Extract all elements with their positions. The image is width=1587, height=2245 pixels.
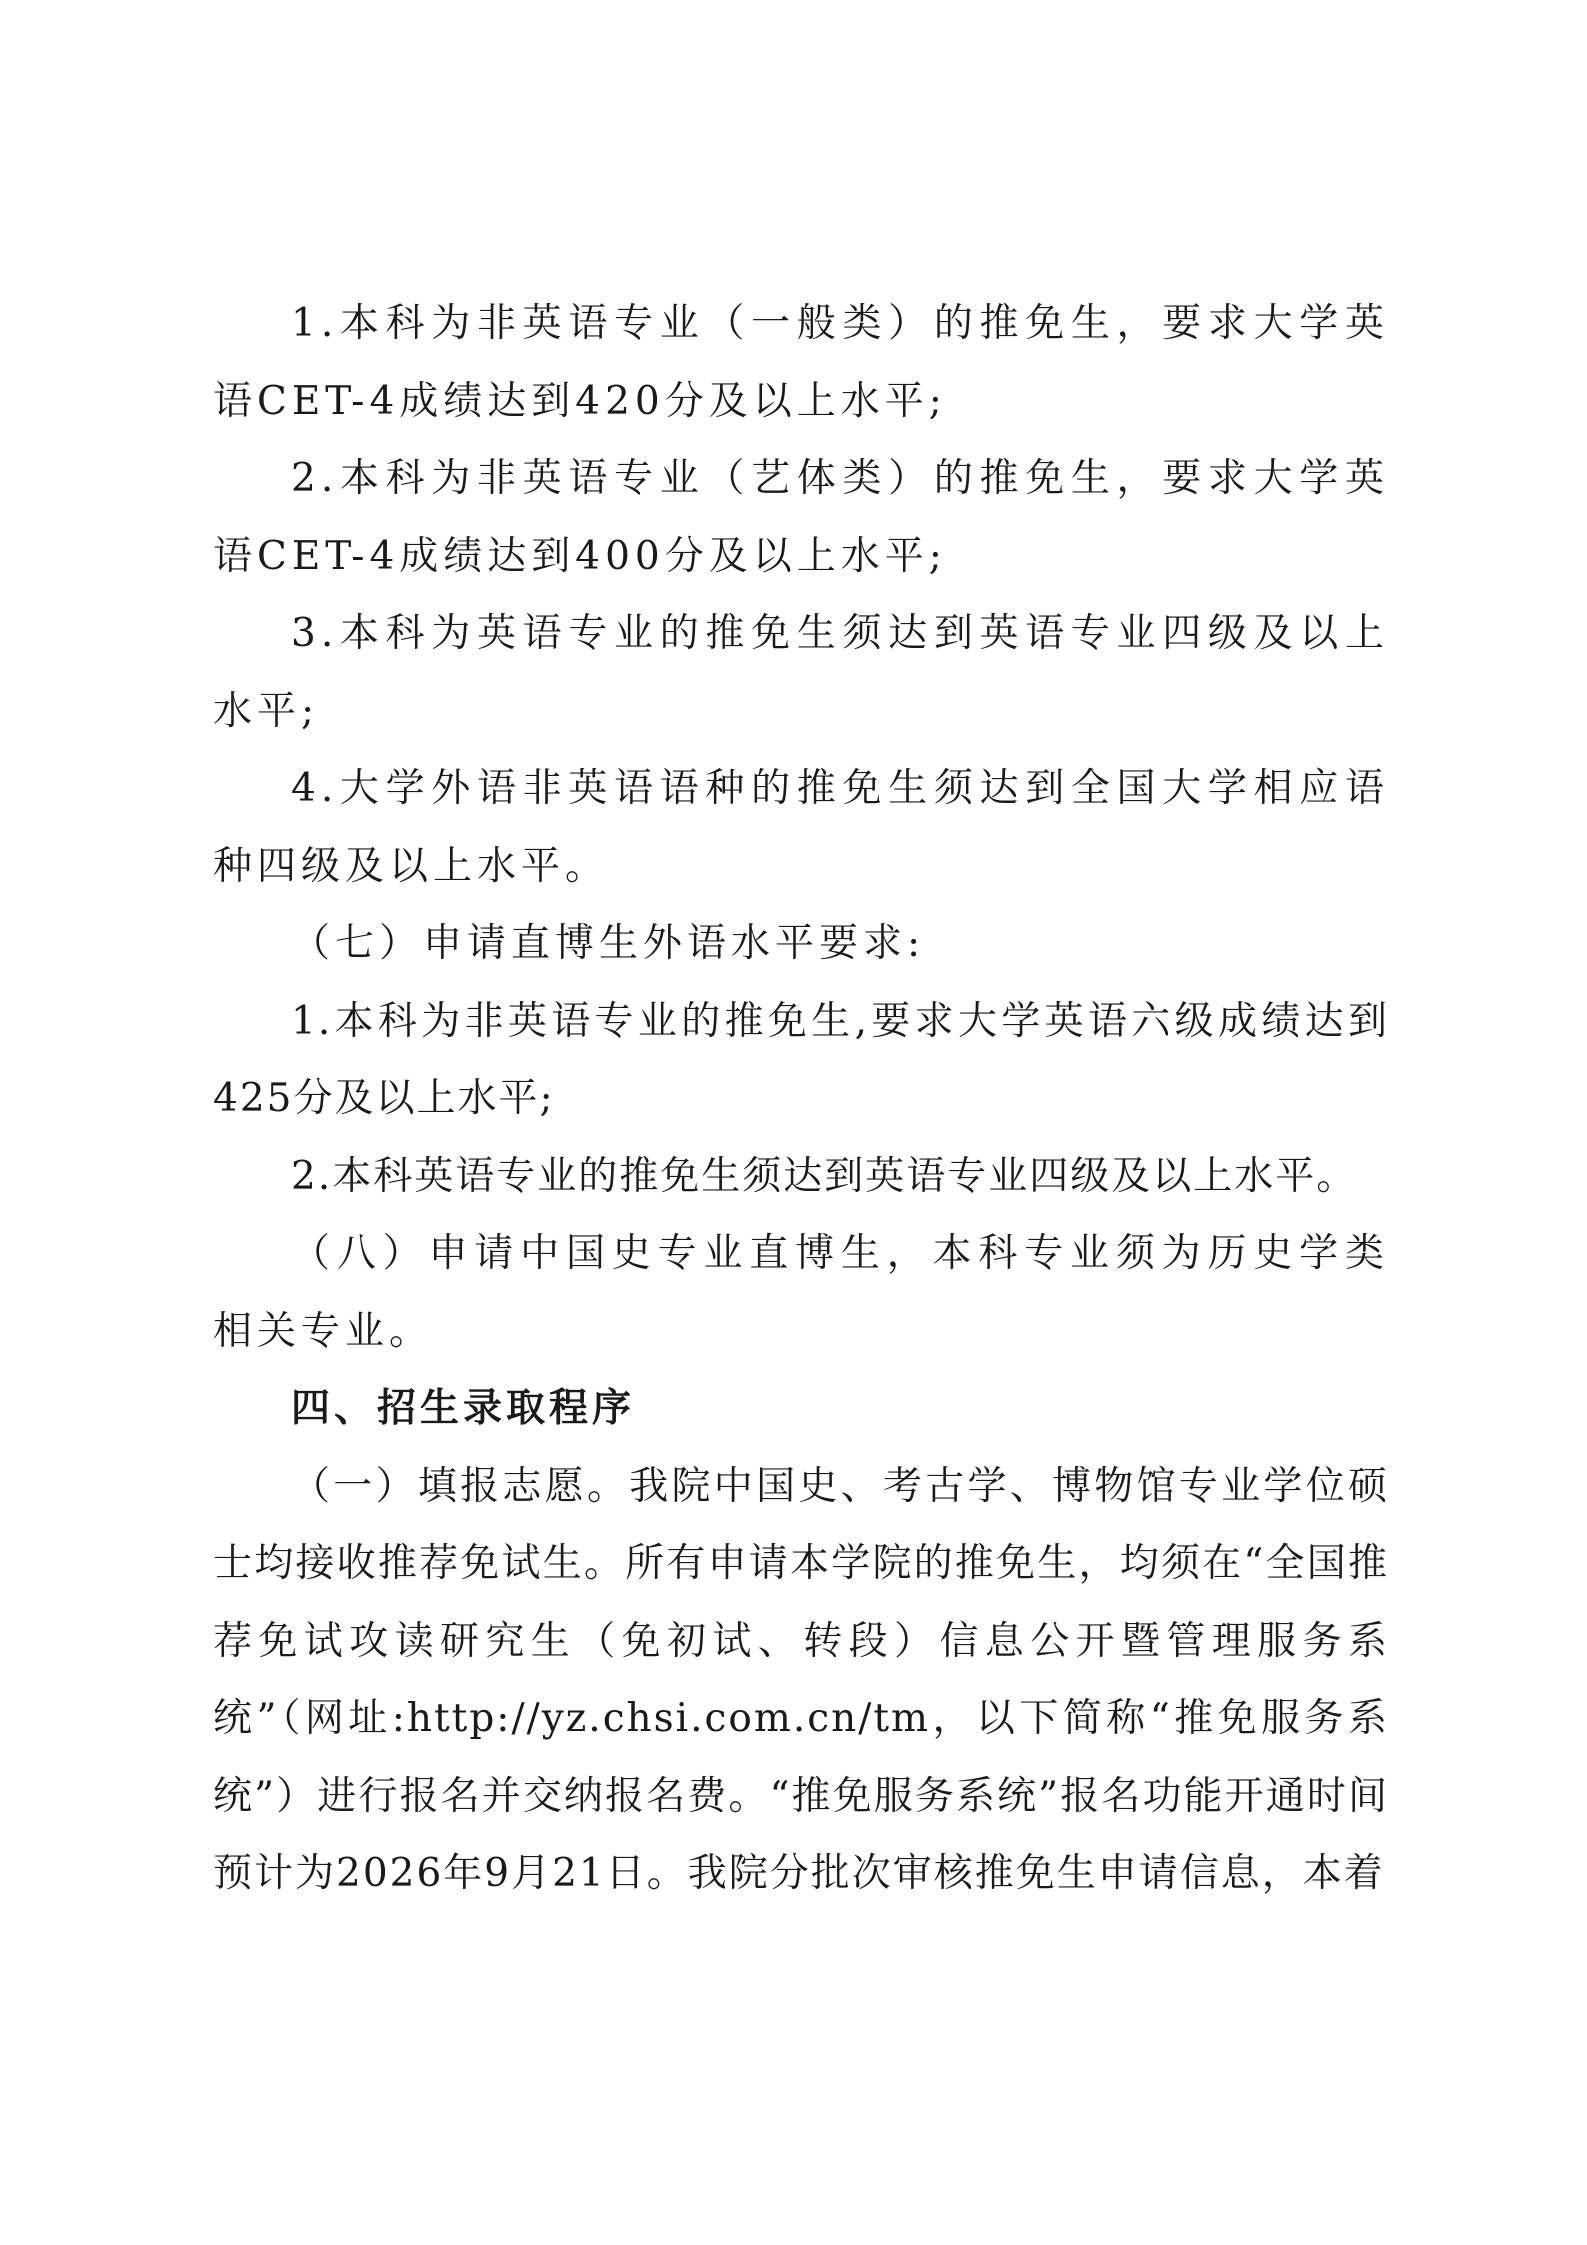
phd-requirement-item-1: 1.本科为非英语专业的推免生,要求大学英语六级成绩达到425分及以上水平; [213, 998, 1389, 1121]
requirement-item-4: 4.大学外语非英语语种的推免生须达到全国大学相应语种四级及以上水平。 [213, 766, 1389, 889]
requirement-item-3: 3.本科为英语专业的推免生须达到英语专业四级及以上水平; [213, 611, 1389, 734]
section-8-paragraph: （八）申请中国史专业直博生，本科专业须为历史学类相关专业。 [213, 1231, 1389, 1354]
document-body [213, 285, 1389, 1913]
phd-requirement-item-2: 2.本科英语专业的推免生须达到英语专业四级及以上水平。 [291, 1153, 1358, 1199]
section-7-title: （七）申请直博生外语水平要求: [291, 921, 926, 966]
requirement-item-2: 2.本科为非英语专业（艺体类）的推免生，要求大学英语CET-4成绩达到400分及以上水平; [213, 456, 1389, 579]
procedure-paragraph-1: （一）填报志愿。我院中国史、考古学、博物馆专业学位硕士均接收推荐免试生。所有申请本学院的推免生，均须在“全国推荐免试攻读研究生（免初试、转段）信息公开暨管理服务系统”（网址:http://yz.chsi.com.cn/tm，以下简称“推免服务系统”）进行报名并交纳报名费。“推免服务系统”报名功能开通时间预计为2026年9月21日。我院分批次审核推免生申请信息，本着 [213, 1463, 1389, 1896]
section-heading-admission-procedure: 四、招生录取程序 [291, 1386, 636, 1431]
requirement-item-1: 1.本科为非英语专业（一般类）的推免生，要求大学英语CET-4成绩达到420分及以上水平; [213, 301, 1389, 424]
